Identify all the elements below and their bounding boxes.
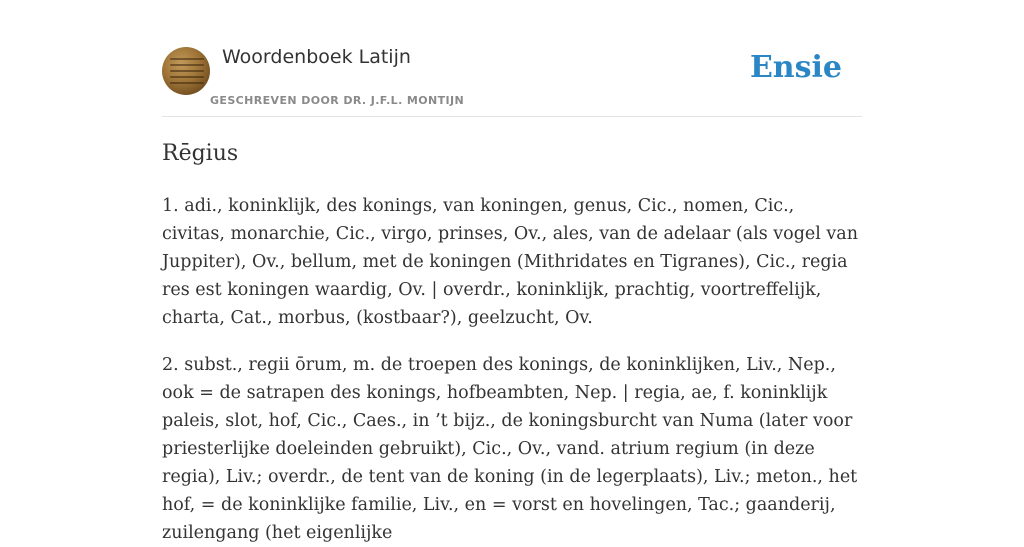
logo-inscription-line bbox=[170, 76, 204, 78]
coin-logo-icon[interactable] bbox=[162, 47, 210, 95]
logo-inscription-line bbox=[170, 64, 204, 66]
logo-inscription-line bbox=[170, 58, 204, 60]
page-container bbox=[162, 0, 862, 543]
definition-paragraph-2: 2. subst., regii ōrum, m. de troepen des konings, de koninklijken, Liv., Nep., ook = de satrapen des konings, hofbeambten, Nep. | regia, ae, f. koninklijk paleis, slot, hof, Cic., Caes., in ’t bijz., de koningsburcht van Numa (later voor priesterlijke doeleinden gebruikt), Cic., Ov., vand. atrium regium (in deze regia), Liv.; overdr., de tent van de koning (in de legerplaats), Liv.; meton., het hof, = de koninklijke familie, Liv., en = vorst en hovelingen, Tac.; gaanderij, zuilengang (het eigenlijke bbox=[162, 355, 858, 543]
site-header bbox=[162, 0, 862, 117]
logo-inscription-line bbox=[170, 82, 204, 84]
dictionary-title-link[interactable]: Woordenboek Latijn bbox=[222, 46, 411, 68]
entry-title: Rēgius bbox=[162, 141, 239, 166]
logo-inscription-line bbox=[170, 70, 204, 72]
definition-paragraph-1: 1. adi., koninklijk, des konings, van koningen, genus, Cic., nomen, Cic., civitas, monarchie, Cic., virgo, prinses, Ov., ales, van de adelaar (als vogel van Juppiter), Ov., bellum, met de koningen (Mithridates en Tigranes), Cic., regia res est koningen waardig, Ov. | overdr., koninklijk, prachtig, voortreffelijk, charta, Cat., morbus, (kostbaar?), geelzucht, Ov. bbox=[162, 196, 859, 328]
author-byline: GESCHREVEN DOOR DR. J.F.L. MONTIJN bbox=[210, 94, 465, 107]
ensie-brand-link[interactable]: Ensie bbox=[749, 50, 842, 85]
